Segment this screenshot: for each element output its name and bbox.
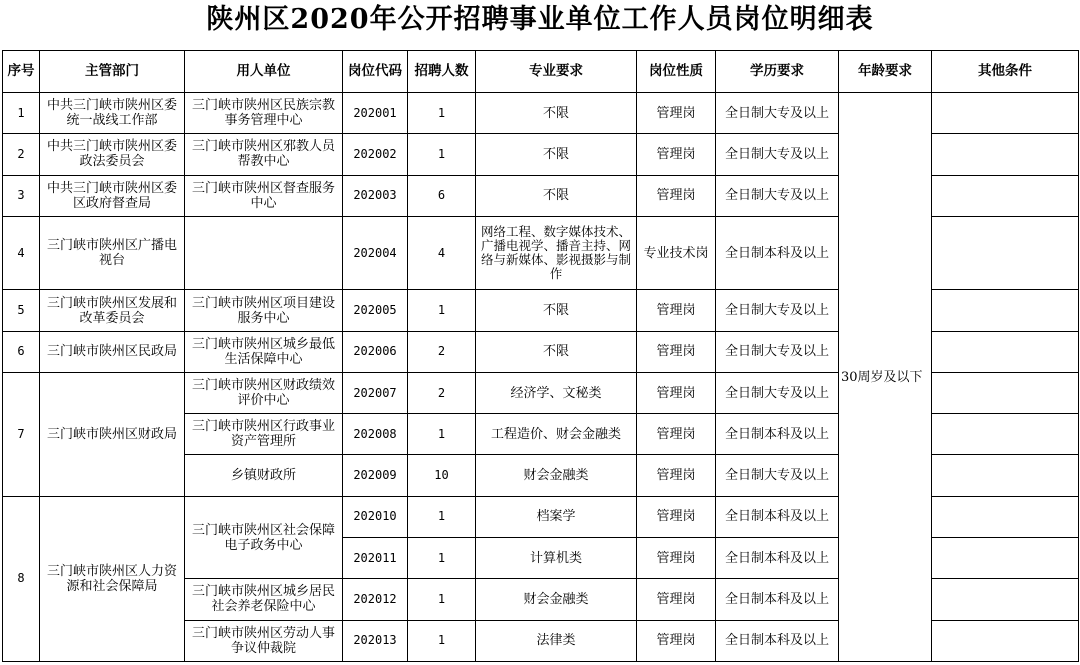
- cell-other: [932, 331, 1079, 372]
- cell-other: [932, 496, 1079, 537]
- cell-unit: 三门峡市陕州区邪教人员帮教中心: [185, 134, 343, 175]
- cell-unit: 三门峡市陕州区城乡最低生活保障中心: [185, 331, 343, 372]
- header-seq: 序号: [3, 51, 40, 93]
- cell-major: 财会金融类: [476, 455, 637, 496]
- cell-other: [932, 290, 1079, 331]
- cell-dept: 三门峡市陕州区发展和改革委员会: [40, 290, 185, 331]
- cell-unit: 乡镇财政所: [185, 455, 343, 496]
- header-dept: 主管部门: [40, 51, 185, 93]
- page-title: 陕州区2020年公开招聘事业单位工作人员岗位明细表: [206, 4, 874, 35]
- cell-dept: 三门峡市陕州区财政局: [40, 372, 185, 496]
- cell-seq: 7: [3, 372, 40, 496]
- cell-major: 不限: [476, 290, 637, 331]
- cell-edu: 全日制大专及以上: [716, 93, 839, 134]
- cell-type: 管理岗: [637, 579, 716, 620]
- cell-count: 1: [408, 134, 476, 175]
- cell-code: 202012: [343, 579, 408, 620]
- cell-code: 202003: [343, 175, 408, 216]
- cell-count: 1: [408, 620, 476, 661]
- cell-edu: 全日制大专及以上: [716, 134, 839, 175]
- cell-edu: 全日制大专及以上: [716, 175, 839, 216]
- cell-unit: 三门峡市陕州区行政事业资产管理所: [185, 414, 343, 455]
- cell-seq: 1: [3, 93, 40, 134]
- header-major: 专业要求: [476, 51, 637, 93]
- cell-edu: 全日制大专及以上: [716, 455, 839, 496]
- cell-type: 管理岗: [637, 175, 716, 216]
- cell-count: 2: [408, 372, 476, 413]
- cell-edu: 全日制本科及以上: [716, 414, 839, 455]
- cell-unit: 三门峡市陕州区财政绩效评价中心: [185, 372, 343, 413]
- header-row: [3, 51, 1079, 93]
- cell-type: 专业技术岗: [637, 216, 716, 290]
- cell-type: 管理岗: [637, 93, 716, 134]
- cell-type: 管理岗: [637, 331, 716, 372]
- cell-type: 管理岗: [637, 538, 716, 579]
- cell-code: 202004: [343, 216, 408, 290]
- cell-unit: [185, 216, 343, 290]
- cell-code: 202002: [343, 134, 408, 175]
- cell-dept: 中共三门峡市陕州区委统一战线工作部: [40, 93, 185, 134]
- cell-edu: 全日制大专及以上: [716, 331, 839, 372]
- cell-code: 202007: [343, 372, 408, 413]
- cell-code: 202010: [343, 496, 408, 537]
- cell-code: 202001: [343, 93, 408, 134]
- cell-major: 不限: [476, 331, 637, 372]
- cell-other: [932, 175, 1079, 216]
- cell-seq: 4: [3, 216, 40, 290]
- header-age: 年龄要求: [839, 51, 932, 93]
- cell-other: [932, 455, 1079, 496]
- cell-type: 管理岗: [637, 620, 716, 661]
- cell-code: 202005: [343, 290, 408, 331]
- cell-unit: 三门峡市陕州区城乡居民社会养老保险中心: [185, 579, 343, 620]
- cell-type: 管理岗: [637, 372, 716, 413]
- cell-edu: 全日制本科及以上: [716, 216, 839, 290]
- cell-seq: 6: [3, 331, 40, 372]
- cell-major: 计算机类: [476, 538, 637, 579]
- header-count: 招聘人数: [408, 51, 476, 93]
- cell-major: 档案学: [476, 496, 637, 537]
- cell-major: 不限: [476, 93, 637, 134]
- cell-other: [932, 134, 1079, 175]
- cell-major: 不限: [476, 134, 637, 175]
- cell-count: 1: [408, 579, 476, 620]
- cell-dept: 三门峡市陕州区广播电视台: [40, 216, 185, 290]
- cell-major: 经济学、文秘类: [476, 372, 637, 413]
- cell-dept: 三门峡市陕州区民政局: [40, 331, 185, 372]
- cell-other: [932, 579, 1079, 620]
- cell-code: 202006: [343, 331, 408, 372]
- cell-type: 管理岗: [637, 496, 716, 537]
- cell-edu: 全日制本科及以上: [716, 496, 839, 537]
- cell-code: 202008: [343, 414, 408, 455]
- cell-major: 网络工程、数字媒体技术、广播电视学、播音主持、网络与新媒体、影视摄影与制作: [476, 216, 637, 290]
- cell-type: 管理岗: [637, 134, 716, 175]
- cell-count: 1: [408, 496, 476, 537]
- header-code: 岗位代码: [343, 51, 408, 93]
- cell-edu: 全日制本科及以上: [716, 620, 839, 661]
- cell-unit: 三门峡市陕州区督查服务中心: [185, 175, 343, 216]
- cell-unit: 三门峡市陕州区项目建设服务中心: [185, 290, 343, 331]
- cell-major: 财会金融类: [476, 579, 637, 620]
- cell-dept: 三门峡市陕州区人力资源和社会保障局: [40, 496, 185, 661]
- cell-other: [932, 216, 1079, 290]
- cell-count: 10: [408, 455, 476, 496]
- header-type: 岗位性质: [637, 51, 716, 93]
- cell-seq: 5: [3, 290, 40, 331]
- cell-dept: 中共三门峡市陕州区委政法委员会: [40, 134, 185, 175]
- cell-count: 1: [408, 414, 476, 455]
- table-row: [3, 93, 1079, 134]
- cell-count: 4: [408, 216, 476, 290]
- header-edu: 学历要求: [716, 51, 839, 93]
- cell-code: 202013: [343, 620, 408, 661]
- cell-other: [932, 93, 1079, 134]
- job-table: [2, 50, 1079, 662]
- cell-other: [932, 372, 1079, 413]
- cell-unit: 三门峡市陕州区劳动人事争议仲裁院: [185, 620, 343, 661]
- cell-count: 1: [408, 538, 476, 579]
- cell-major: 不限: [476, 175, 637, 216]
- cell-dept: 中共三门峡市陕州区委区政府督查局: [40, 175, 185, 216]
- cell-major: 法律类: [476, 620, 637, 661]
- cell-other: [932, 414, 1079, 455]
- cell-unit: 三门峡市陕州区民族宗教事务管理中心: [185, 93, 343, 134]
- cell-count: 1: [408, 93, 476, 134]
- cell-other: [932, 538, 1079, 579]
- cell-age: 30周岁及以下: [839, 93, 932, 662]
- cell-edu: 全日制本科及以上: [716, 538, 839, 579]
- cell-code: 202009: [343, 455, 408, 496]
- cell-edu: 全日制大专及以上: [716, 372, 839, 413]
- cell-seq: 3: [3, 175, 40, 216]
- cell-edu: 全日制大专及以上: [716, 290, 839, 331]
- cell-major: 工程造价、财会金融类: [476, 414, 637, 455]
- cell-type: 管理岗: [637, 455, 716, 496]
- cell-seq: 8: [3, 496, 40, 661]
- cell-edu: 全日制本科及以上: [716, 579, 839, 620]
- cell-type: 管理岗: [637, 414, 716, 455]
- cell-type: 管理岗: [637, 290, 716, 331]
- cell-count: 2: [408, 331, 476, 372]
- cell-code: 202011: [343, 538, 408, 579]
- header-other: 其他条件: [932, 51, 1079, 93]
- header-unit: 用人单位: [185, 51, 343, 93]
- cell-other: [932, 620, 1079, 661]
- cell-seq: 2: [3, 134, 40, 175]
- cell-count: 1: [408, 290, 476, 331]
- cell-unit: 三门峡市陕州区社会保障电子政务中心: [185, 496, 343, 579]
- cell-count: 6: [408, 175, 476, 216]
